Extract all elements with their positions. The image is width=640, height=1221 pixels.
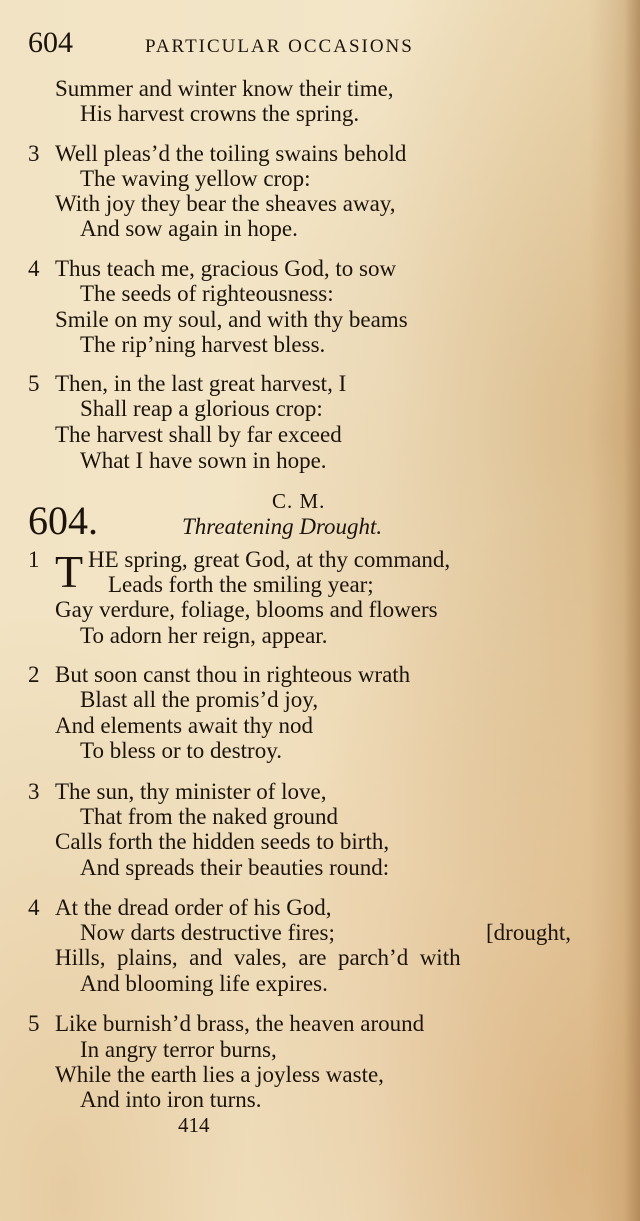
page-edge-shadow (624, 0, 640, 1221)
footer-page-number: 414 (178, 1113, 210, 1137)
turnover-word: [drought, (486, 920, 571, 945)
verse-line: Hills, plains, and vales, are parch’d with (55, 945, 461, 970)
verse-line: What I have sown in hope. (80, 448, 327, 473)
verse-line: Well pleas’d the toiling swains behold (55, 141, 407, 166)
verse-line: And spreads their beauties round: (80, 855, 390, 880)
stanza-number: 4 (28, 256, 40, 281)
hymn-number: 604. (28, 498, 98, 543)
verse-line: While the earth lies a joyless waste, (55, 1062, 384, 1087)
verse-line: Thus teach me, gracious God, to sow (55, 256, 397, 281)
verse-line: Summer and winter know their time, (55, 76, 394, 101)
stanza-number: 1 (28, 547, 40, 572)
verse-line: And into iron turns. (80, 1087, 262, 1112)
verse-line: The seeds of righteousness: (80, 281, 334, 306)
verse-line: But soon canst thou in righteous wrath (55, 662, 411, 687)
stanza-number: 5 (28, 371, 40, 396)
verse-line: Now darts destructive fires; (80, 920, 335, 945)
stanza-number: 2 (28, 662, 40, 687)
verse-line: The sun, thy minister of love, (55, 779, 327, 804)
stanza-number: 3 (28, 779, 40, 804)
verse-line: The rip’ning harvest bless. (80, 332, 326, 357)
verse-line: Like burnish’d brass, the heaven around (55, 1011, 425, 1036)
verse-line: Smile on my soul, and with thy beams (55, 307, 408, 332)
drop-cap: T (55, 546, 84, 597)
verse-line: The waving yellow crop: (80, 166, 311, 191)
verse-line: The harvest shall by far exceed (55, 422, 342, 447)
verse-line: And sow again in hope. (80, 216, 298, 241)
verse-line: In angry terror burns, (80, 1037, 277, 1062)
verse-line: His harvest crowns the spring. (80, 101, 360, 126)
verse-line: With joy they bear the sheaves away, (55, 191, 396, 216)
verse-line: That from the naked ground (80, 804, 339, 829)
verse-line: Leads forth the smiling year; (108, 572, 374, 597)
verse-line: Then, in the last great harvest, I (55, 371, 347, 396)
stanza-number: 3 (28, 141, 40, 166)
verse-line: To adorn her reign, appear. (80, 623, 328, 648)
stanza-number: 4 (28, 895, 40, 920)
verse-line: Gay verdure, foliage, blooms and flowers (55, 597, 438, 622)
verse-line: And blooming life expires. (80, 971, 328, 996)
verse-line: Blast all the promis’d joy, (80, 687, 319, 712)
verse-line: Shall reap a glorious crop: (80, 396, 323, 421)
header-page-number: 604 (28, 26, 73, 59)
hymn-meter: C. M. (272, 489, 326, 513)
verse-line: At the dread order of his God, (55, 895, 332, 920)
verse-line: To bless or to destroy. (80, 738, 282, 763)
verse-line: And elements await thy nod (55, 713, 314, 738)
running-title: PARTICULAR OCCASIONS (145, 36, 414, 57)
stanza-number: 5 (28, 1011, 40, 1036)
hymn-title: Threatening Drought. (182, 514, 383, 539)
verse-line: HE spring, great God, at thy command, (88, 547, 451, 572)
verse-line: Calls forth the hidden seeds to birth, (55, 829, 390, 854)
